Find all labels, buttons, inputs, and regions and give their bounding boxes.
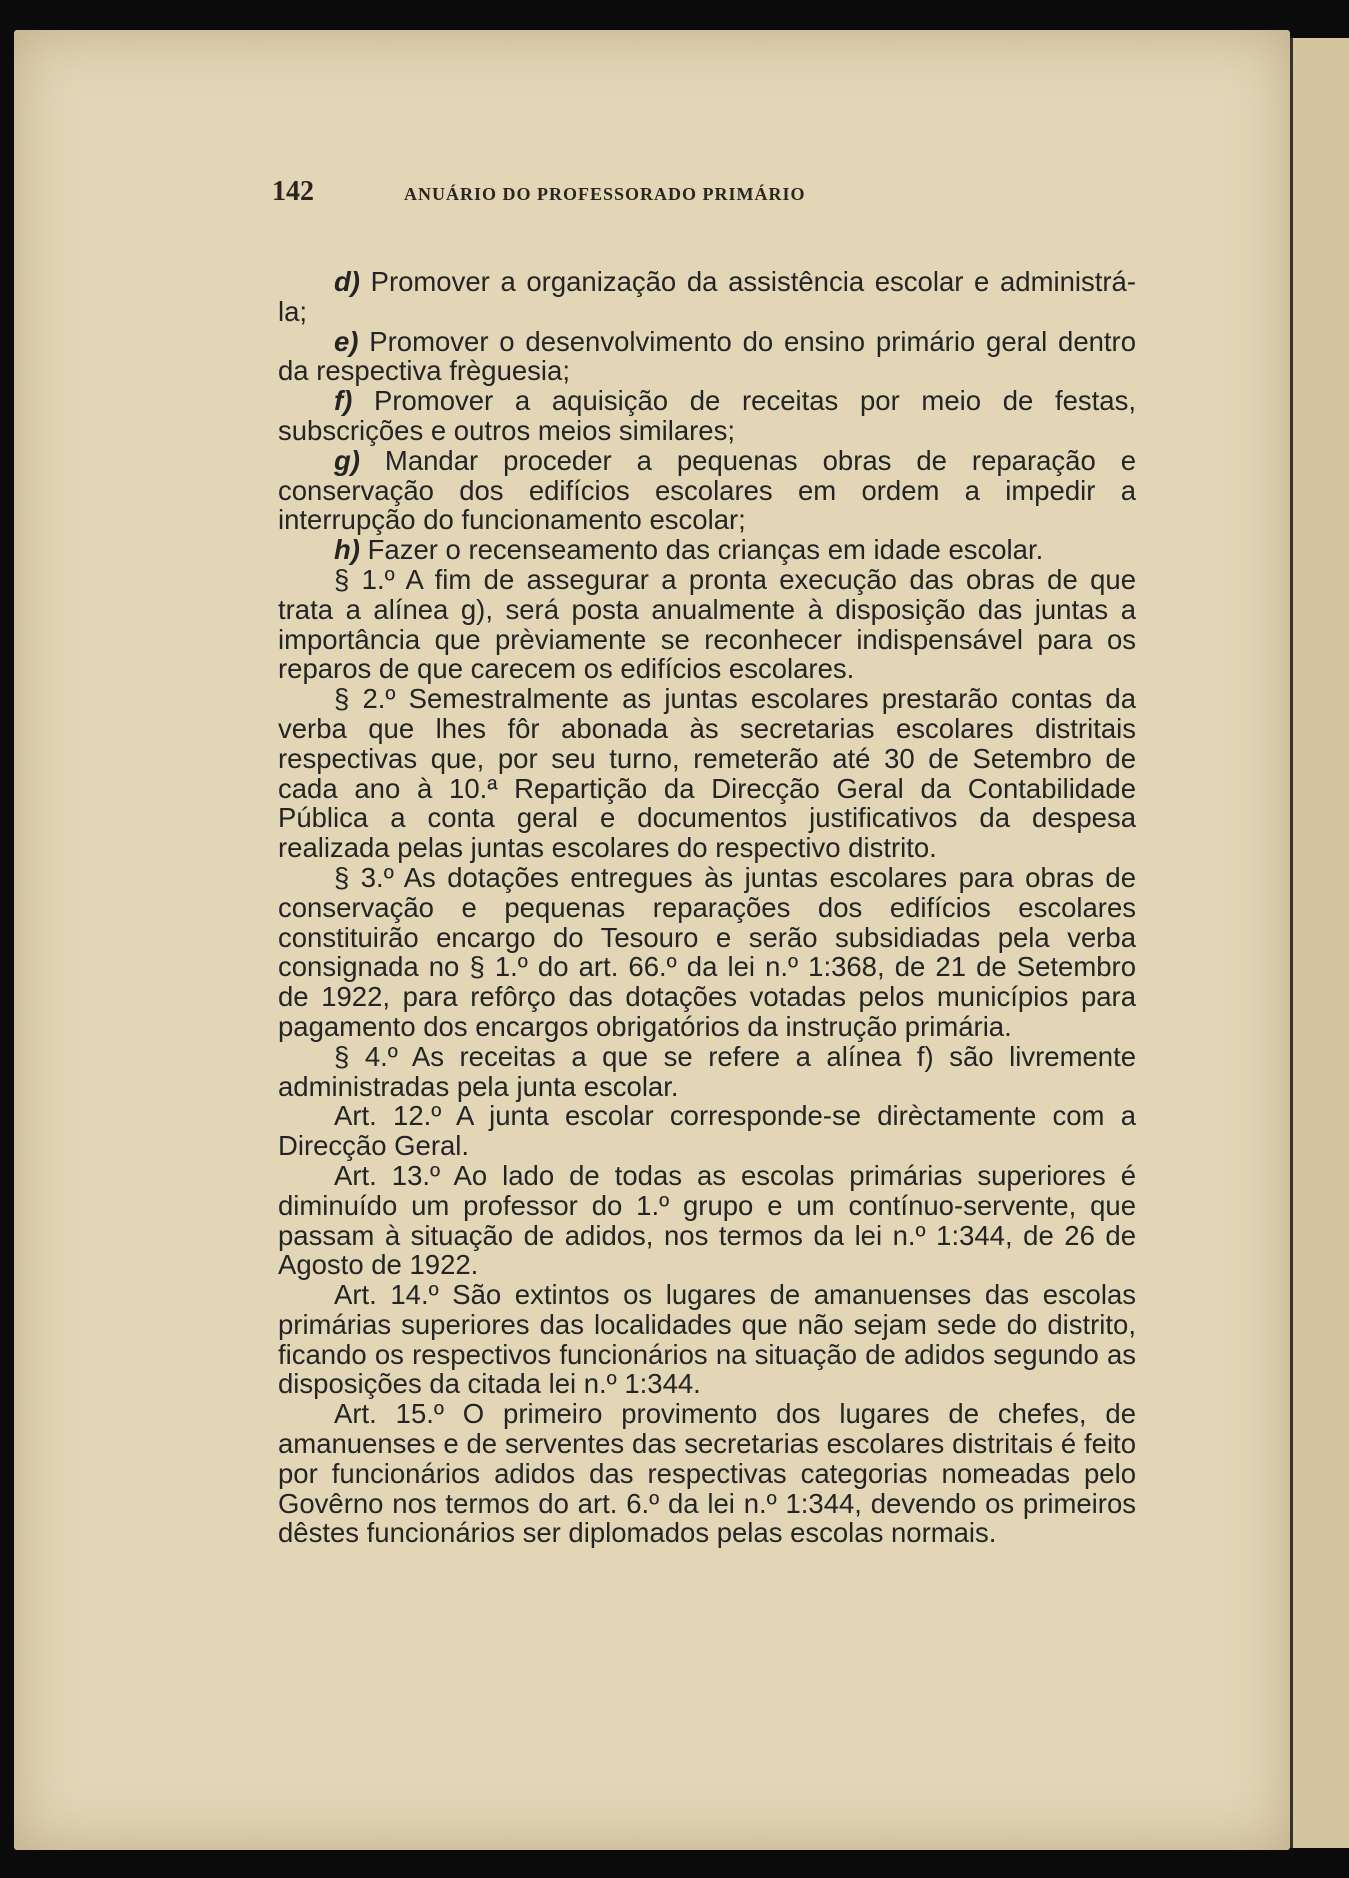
paragraph-text: Fazer o recenseamento das crianças em idade escolar. <box>359 534 1044 566</box>
item-label: f) <box>334 385 353 417</box>
paragraph-section-1 <box>278 565 1136 684</box>
item-label: d) <box>334 266 360 297</box>
paragraph-d <box>278 267 1136 327</box>
page-header <box>272 176 942 208</box>
paragraph-art-12 <box>278 1101 1136 1161</box>
paragraph-section-3 <box>278 863 1136 1042</box>
paragraph-text: § 1.º A fim de assegurar a pronta execução das obras de que trata a alínea g), será posta anualmente à disposição das juntas a importância que prèviamente se reconhecer indispensável para os reparos de que carecem os edifícios escolares. <box>278 563 1136 685</box>
paragraph-section-4 <box>278 1042 1136 1102</box>
item-label: g) <box>334 444 360 476</box>
paragraph-g <box>278 446 1136 535</box>
page-number: 142 <box>272 176 314 207</box>
paragraph-text: § 4.º As receitas a que se refere a alínea f) são livremente administradas pela junta escolar. <box>278 1040 1136 1102</box>
paragraph-text: § 3.º As dotações entregues às juntas escolares para obras de conservação e pequenas reparações dos edifícios escolares constituirão encargo do Tesouro e serão subsidiadas pela verba consignada no § 1.º do art. 66.º da lei n.º 1:368, de 21 de Setembro de 1922, para refôrço das dotações votadas pelos municípios para pagamento dos encargos obrigatórios da instrução primária. <box>278 861 1136 1042</box>
adjacent-page-edge <box>1290 38 1349 1848</box>
paragraph-text: Art. 15.º O primeiro provimento dos lugares de chefes, de amanuenses e de serventes das secretarias escolares distritais é feito por funcionários adidos das respectivas categorias nomeadas pelo Govêrno nos termos do art. 6.º da lei n.º 1:344, devendo os primeiros dêstes funcionários ser diplomados pelas escolas normais. <box>278 1398 1136 1549</box>
paragraph-text: Promover a organização da assistência escolar e administrá-la; <box>278 266 1136 327</box>
paragraph-f <box>278 386 1136 446</box>
body-text <box>278 267 1136 1548</box>
paragraph-text: Art. 13.º Ao lado de todas as escolas primárias superiores é diminuído um professor do 1.º grupo e um contínuo-servente, que passam à situação de adidos, nos termos da lei n.º 1:344, de 26 de Agosto de 1922. <box>278 1159 1136 1281</box>
paragraph-text: Mandar proceder a pequenas obras de reparação e conservação dos edifícios escolares em ordem a impedir a interrupção do funcionamento escolar; <box>278 444 1136 536</box>
running-title: ANUÁRIO DO PROFESSORADO PRIMÁRIO <box>404 184 806 204</box>
paragraph-text: Promover o desenvolvimento do ensino primário geral dentro da respectiva frèguesia; <box>278 325 1136 387</box>
paragraph-art-13 <box>278 1161 1136 1280</box>
paragraph-text: § 2.º Semestralmente as juntas escolares prestarão contas da verba que lhes fôr abonada às secretarias escolares distritais respectivas que, por seu turno, remeterão até 30 de Setembro de cada ano à 10.ª Repartição da Direcção Geral da Contabilidade Pública a conta geral e documentos justificativos da despesa realizada pelas juntas escolares do respectivo distrito. <box>278 683 1136 864</box>
paragraph-section-2 <box>278 684 1136 863</box>
item-label: h) <box>334 534 360 566</box>
paragraph-e <box>278 327 1136 387</box>
paragraph-h <box>278 535 1136 565</box>
paragraph-text: Promover a aquisição de receitas por meio de festas, subscrições e outros meios similares; <box>278 385 1136 446</box>
paragraph-art-15 <box>278 1399 1136 1548</box>
item-label: e) <box>334 325 359 357</box>
paragraph-text: Art. 12.º A junta escolar corresponde-se dirèctamente com a Direcção Geral. <box>278 1100 1136 1162</box>
paragraph-art-14 <box>278 1280 1136 1399</box>
paragraph-text: Art. 14.º São extintos os lugares de amanuenses das escolas primárias superiores das localidades que não sejam sede do distrito, ficando os respectivos funcionários na situação de adidos segundo as disposições da citada lei n.º 1:344. <box>278 1279 1136 1400</box>
